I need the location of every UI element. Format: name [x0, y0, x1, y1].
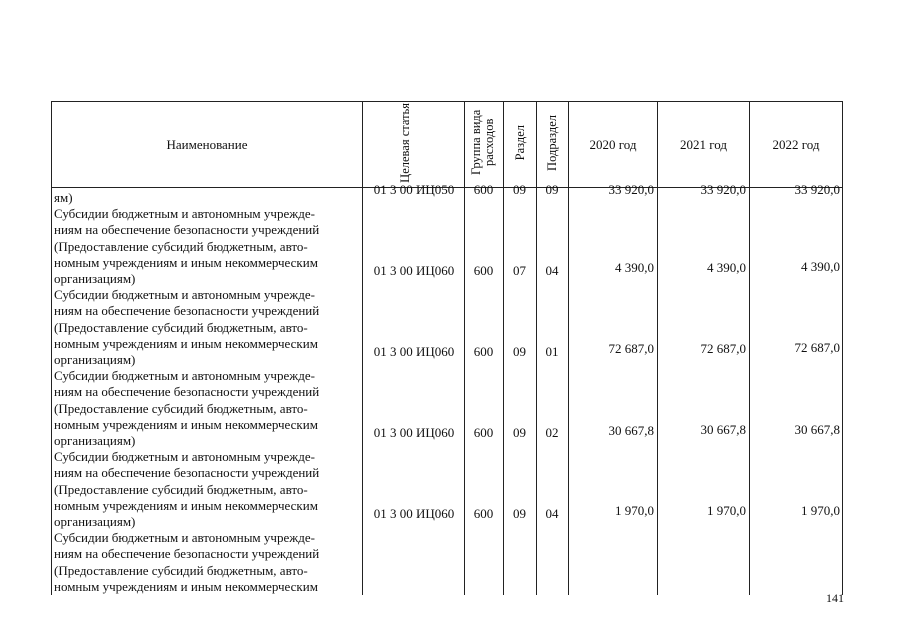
values-column-section — [504, 188, 537, 596]
cell-subsection: 04 — [545, 506, 559, 521]
cell-section: 07 — [513, 263, 526, 278]
cell-group: 600 — [473, 263, 494, 278]
header-expense-group-label: Группа вида расходов — [469, 109, 497, 176]
header-subsection-label: Подраздел — [545, 114, 560, 171]
cell-2020: 4 390,0 — [615, 260, 654, 275]
cell-group: 600 — [473, 425, 494, 440]
header-2022: 2022 год — [750, 102, 843, 188]
values-column-group — [465, 188, 504, 596]
header-subsection — [537, 102, 569, 188]
name-line: (Предоставление субсидий бюджетным, авто- — [54, 319, 308, 335]
cell-2020: 72 687,0 — [608, 341, 654, 356]
values-column-2022 — [750, 188, 843, 596]
cell-article: 01 3 00 ИЦ050 — [373, 182, 455, 197]
cell-article: 01 3 00 ИЦ060 — [373, 344, 455, 359]
name-line: (Предоставление субсидий бюджетным, авто- — [54, 400, 308, 416]
name-line: ниям на обеспечение безопасности учреждений — [54, 384, 320, 400]
header-target-article — [363, 102, 465, 188]
name-line: номным учреждениям и иным некоммерческим — [54, 416, 318, 432]
header-section — [504, 102, 537, 188]
name-line: номным учреждениям и иным некоммерческим — [54, 578, 318, 594]
header-target-article-label: Целевая статья — [397, 102, 412, 183]
table-header-row — [52, 102, 843, 188]
name-line: номным учреждениям и иным некоммерческим — [54, 254, 318, 270]
header-2020: 2020 год — [569, 102, 658, 188]
cell-2021: 30 667,8 — [700, 422, 746, 437]
cell-2022: 72 687,0 — [794, 340, 840, 355]
cell-2022: 30 667,8 — [794, 422, 840, 437]
name-line: (Предоставление субсидий бюджетным, авто- — [54, 481, 308, 497]
header-2021: 2021 год — [658, 102, 750, 188]
name-line: номным учреждениям и иным некоммерческим — [54, 497, 318, 513]
cell-section: 09 — [513, 182, 526, 197]
cell-section: 09 — [513, 344, 526, 359]
cell-subsection: 02 — [545, 425, 559, 440]
cell-subsection: 04 — [545, 263, 559, 278]
name-line: ям) — [54, 190, 73, 205]
table-body-row — [52, 188, 843, 596]
name-line: организациям) — [54, 433, 136, 449]
cell-article: 01 3 00 ИЦ060 — [373, 425, 455, 440]
name-line: организациям) — [54, 271, 136, 287]
cell-group: 600 — [473, 182, 494, 197]
name-line: организациям) — [54, 514, 136, 530]
cell-2021: 1 970,0 — [707, 503, 746, 518]
cell-group: 600 — [473, 506, 494, 521]
values-column-article — [363, 188, 465, 596]
cell-2022: 33 920,0 — [794, 182, 840, 197]
cell-2022: 4 390,0 — [801, 259, 840, 274]
budget-table — [51, 101, 842, 594]
values-column-2020 — [569, 188, 658, 596]
header-name: Наименование — [52, 102, 363, 188]
cell-article: 01 3 00 ИЦ060 — [373, 263, 455, 278]
cell-group: 600 — [473, 344, 494, 359]
name-line: Субсидии бюджетным и автономным учрежде- — [54, 287, 315, 303]
name-line: Субсидии бюджетным и автономным учрежде- — [54, 530, 315, 546]
cell-2020: 30 667,8 — [608, 423, 654, 438]
page-number: 141 — [826, 591, 844, 605]
cell-subsection: 01 — [545, 344, 559, 359]
name-column — [52, 188, 363, 596]
name-line: Субсидии бюджетным и автономным учрежде- — [54, 449, 315, 465]
cell-subsection: 09 — [545, 182, 559, 197]
name-line: ниям на обеспечение безопасности учреждений — [54, 546, 320, 562]
name-line: Субсидии бюджетным и автономным учрежде- — [54, 368, 315, 384]
name-line: Субсидии бюджетным и автономным учрежде- — [54, 206, 315, 222]
cell-section: 09 — [513, 425, 526, 440]
name-line: ниям на обеспечение безопасности учреждений — [54, 303, 320, 319]
cell-2022: 1 970,0 — [801, 503, 840, 518]
name-line: (Предоставление субсидий бюджетным, авто- — [54, 238, 308, 254]
name-line: ниям на обеспечение безопасности учреждений — [54, 465, 320, 481]
name-line: номным учреждениям и иным некоммерческим — [54, 335, 318, 351]
cell-2021: 33 920,0 — [700, 182, 746, 197]
name-line: (Предоставление субсидий бюджетным, авто- — [54, 562, 308, 578]
cell-2020: 33 920,0 — [608, 182, 654, 197]
cell-2020: 1 970,0 — [615, 503, 654, 518]
cell-section: 09 — [513, 506, 526, 521]
budget-table-grid — [51, 101, 843, 595]
values-column-2021 — [658, 188, 750, 596]
cell-2021: 72 687,0 — [700, 341, 746, 356]
name-line: ниям на обеспечение безопасности учреждений — [54, 222, 320, 238]
cell-article: 01 3 00 ИЦ060 — [373, 506, 455, 521]
header-expense-group — [465, 102, 504, 188]
values-column-subsection — [537, 188, 569, 596]
cell-2021: 4 390,0 — [707, 260, 746, 275]
name-line: организациям) — [54, 352, 136, 368]
header-section-label: Раздел — [512, 124, 527, 161]
